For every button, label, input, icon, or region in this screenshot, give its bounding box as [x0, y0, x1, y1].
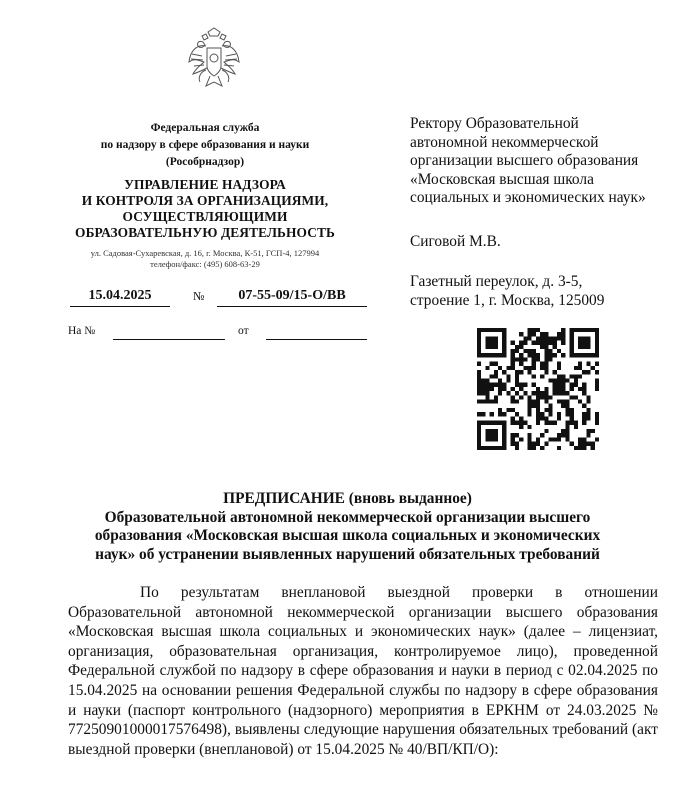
recipient-line: «Московская высшая школа: [410, 170, 594, 188]
agency-line: по надзору в сфере образования и науки: [100, 139, 310, 151]
recipient-address-line: строение 1, г. Москва, 125009: [410, 292, 605, 309]
recipient-name: Сиговой М.В.: [410, 233, 501, 250]
reference-date-label: от: [238, 325, 249, 337]
agency-line: (Рособрнадзор): [165, 156, 245, 168]
sender-department: [60, 177, 350, 241]
recipient-block: [410, 115, 680, 208]
department-line: ОСУЩЕСТВЛЯЮЩИМИ: [122, 209, 288, 224]
recipient-line: автономной некоммерческой: [410, 133, 599, 151]
sender-address: [60, 248, 350, 270]
address-line: ул. Садовая-Сухаревская, д. 16, г. Москва, К-51, ГСП-4, 127994: [90, 248, 320, 258]
number-sign: №: [193, 289, 205, 303]
reference-number-label: На №: [68, 325, 96, 337]
title-line: наук» об устранении выявленных нарушений обязательных требований: [95, 545, 600, 563]
body-paragraph: По результатам внеплановой выездной проверки в отношении Образовательной автономной некоммерческой организации высшего образования «Московская высшая школа социальных и экономических наук» (далее – лицензиат, организация, образовательная организация, контролируемое лицо), проведенной Федеральной службой по надзору в сфере образования и науки в период с 02.04.2025 по 15.04.2025 на основании решения Федеральной службы по надзору в сфере образования и науки (паспорт контрольного (надзорного) мероприятия в ЕРКНМ от 24.03.2025 № 77250901000017576498), выявлены следующие нарушения обязательных требований (акт выездной проверки (внеплановой) от 15.04.2025 № 40/ВП/КП/О):: [68, 584, 658, 758]
reference-date-line: [266, 339, 367, 340]
agency-line: Федеральная служба: [150, 122, 260, 134]
reference-number-line: [113, 339, 225, 340]
qr-code-icon: [477, 328, 599, 450]
title-line: Образовательной автономной некоммерческой организации высшего: [104, 508, 591, 526]
department-line: И КОНТРОЛЯ ЗА ОРГАНИЗАЦИЯМИ,: [81, 193, 329, 208]
department-line: УПРАВЛЕНИЕ НАДЗОРА: [124, 177, 286, 192]
document-date: 15.04.2025: [70, 286, 170, 307]
recipient-address-line: Газетный переулок, д. 3-5,: [410, 273, 583, 290]
sender-agency: [60, 120, 350, 171]
recipient-line: Ректору Образовательной: [410, 115, 579, 132]
document-number: 07-55-09/15-О/ВВ: [217, 286, 367, 307]
recipient-line: социальных и экономических наук»: [410, 189, 646, 206]
document-title: [40, 490, 655, 564]
recipient-address: [410, 272, 680, 310]
department-line: ОБРАЗОВАТЕЛЬНУЮ ДЕЯТЕЛЬНОСТЬ: [75, 225, 335, 240]
russian-coat-of-arms-icon: [186, 26, 242, 94]
title-line: образования «Московская высшая школа социальных и экономических: [94, 527, 601, 544]
phone-line: телефон/факс: (495) 608-63-29: [150, 259, 260, 269]
recipient-line: организации высшего образования: [410, 152, 639, 169]
title-line: ПРЕДПИСАНИЕ (вновь выданное): [223, 490, 472, 507]
